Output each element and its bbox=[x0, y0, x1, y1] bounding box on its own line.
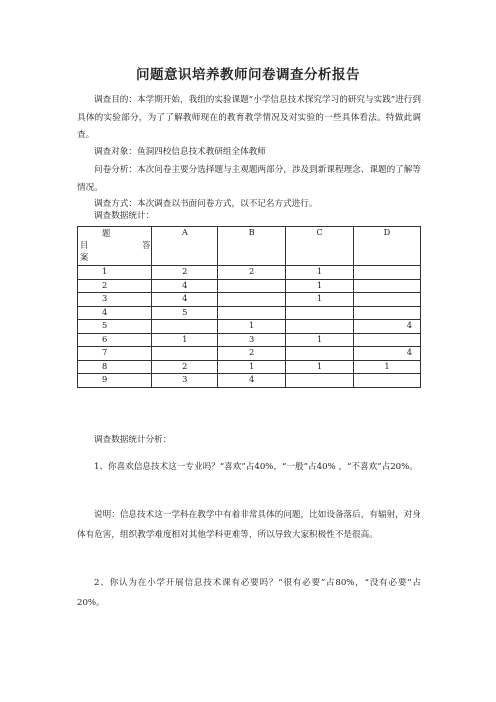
corner-top: 题 bbox=[102, 228, 111, 238]
table-row bbox=[78, 306, 421, 320]
corner-bottom: 案 bbox=[80, 252, 89, 262]
cell-c bbox=[286, 347, 354, 361]
cell-c: 1 bbox=[286, 293, 354, 307]
cell-c: 1 bbox=[286, 279, 354, 293]
cell-d: 1 bbox=[353, 360, 420, 374]
corner-left: 目 bbox=[80, 240, 89, 250]
cell-c bbox=[286, 306, 354, 320]
question-number: 3 bbox=[78, 293, 152, 307]
cell-d bbox=[353, 279, 420, 293]
cell-a: 2 bbox=[152, 360, 218, 374]
table-corner-cell bbox=[78, 227, 152, 266]
cell-d bbox=[353, 374, 420, 388]
cell-d bbox=[353, 293, 420, 307]
cell-b bbox=[218, 306, 286, 320]
question-number: 7 bbox=[78, 347, 152, 361]
question-number: 9 bbox=[78, 374, 152, 388]
cell-c: 1 bbox=[286, 333, 354, 347]
cell-b: 4 bbox=[218, 374, 286, 388]
stats-title: 调查数据统计： bbox=[94, 211, 155, 221]
table-row bbox=[78, 374, 421, 388]
cell-d: 4 bbox=[353, 320, 420, 334]
cell-a: 5 bbox=[152, 306, 218, 320]
cell-a: 1 bbox=[152, 333, 218, 347]
table-header-row bbox=[78, 227, 421, 266]
question-number: 1 bbox=[78, 266, 152, 280]
object-paragraph: 调查对象：鱼洞四校信息技术教研组全体教师 bbox=[94, 147, 266, 157]
cell-c bbox=[286, 374, 354, 388]
question-number: 8 bbox=[78, 360, 152, 374]
analysis-paragraph: 问卷分析：本次问卷主要分选择题与主观题两部分，涉及到新课程理念、课题的了解等情况。 bbox=[77, 165, 421, 193]
page-title: 问题意识培养教师问卷调查分析报告 bbox=[136, 67, 360, 83]
cell-c bbox=[286, 320, 354, 334]
cell-a bbox=[152, 347, 218, 361]
table-row bbox=[78, 279, 421, 293]
cell-b: 3 bbox=[218, 333, 286, 347]
cell-a: 3 bbox=[152, 374, 218, 388]
cell-c: 1 bbox=[286, 360, 354, 374]
cell-a: 4 bbox=[152, 293, 218, 307]
cell-d bbox=[353, 266, 420, 280]
method-paragraph: 调查方式：本次调查以书面问卷方式，以不记名方式进行。 bbox=[94, 199, 318, 209]
cell-d bbox=[353, 333, 420, 347]
table-row bbox=[78, 293, 421, 307]
table-row bbox=[78, 320, 421, 334]
cell-c: 1 bbox=[286, 266, 354, 280]
question-number: 5 bbox=[78, 320, 152, 334]
cell-a: 2 bbox=[152, 266, 218, 280]
table-row bbox=[78, 266, 421, 280]
question-number: 4 bbox=[78, 306, 152, 320]
cell-d bbox=[353, 306, 420, 320]
cell-b bbox=[218, 293, 286, 307]
question-1-paragraph: 1、你喜欢信息技术这一专业吗？“喜欢”占40%，“一般”占40% ，“不喜欢”占20%。 bbox=[94, 462, 418, 472]
cell-d: 4 bbox=[353, 347, 420, 361]
table-row bbox=[78, 360, 421, 374]
statistics-table bbox=[77, 226, 421, 388]
table-row bbox=[78, 333, 421, 347]
cell-b bbox=[218, 279, 286, 293]
explanation-paragraph: 说明：信息技术这一学科在教学中有着非常具体的问题，比如设备落后，有辐射，对身体有危害，组织教学难度相对其他学科更难等，所以导致大家积极性不是很高。 bbox=[77, 510, 421, 540]
cell-a bbox=[152, 320, 218, 334]
cell-b: 2 bbox=[218, 347, 286, 361]
purpose-paragraph: 调查目的：本学期开始，我组的实验课题“小学信息技术探究学习的研究与实践”进行到具体的实验部分，为了了解教师现在的教育教学情况及对实验的一些具体看法。特做此调查。 bbox=[77, 95, 421, 140]
header-c: C bbox=[286, 227, 354, 266]
corner-right: 答 bbox=[142, 240, 151, 250]
header-b: B bbox=[218, 227, 286, 266]
cell-b: 2 bbox=[218, 266, 286, 280]
table-row bbox=[78, 347, 421, 361]
stats-analysis-title: 调查数据统计分析： bbox=[94, 435, 172, 445]
cell-a: 4 bbox=[152, 279, 218, 293]
cell-b: 1 bbox=[218, 320, 286, 334]
header-d: D bbox=[353, 227, 420, 266]
question-number: 2 bbox=[78, 279, 152, 293]
question-2-paragraph: 2、你认为在小学开展信息技术课有必要吗？“很有必要”占80%，“没有必要”占20%。 bbox=[77, 578, 421, 608]
question-number: 6 bbox=[78, 333, 152, 347]
header-a: A bbox=[152, 227, 218, 266]
cell-b: 1 bbox=[218, 360, 286, 374]
